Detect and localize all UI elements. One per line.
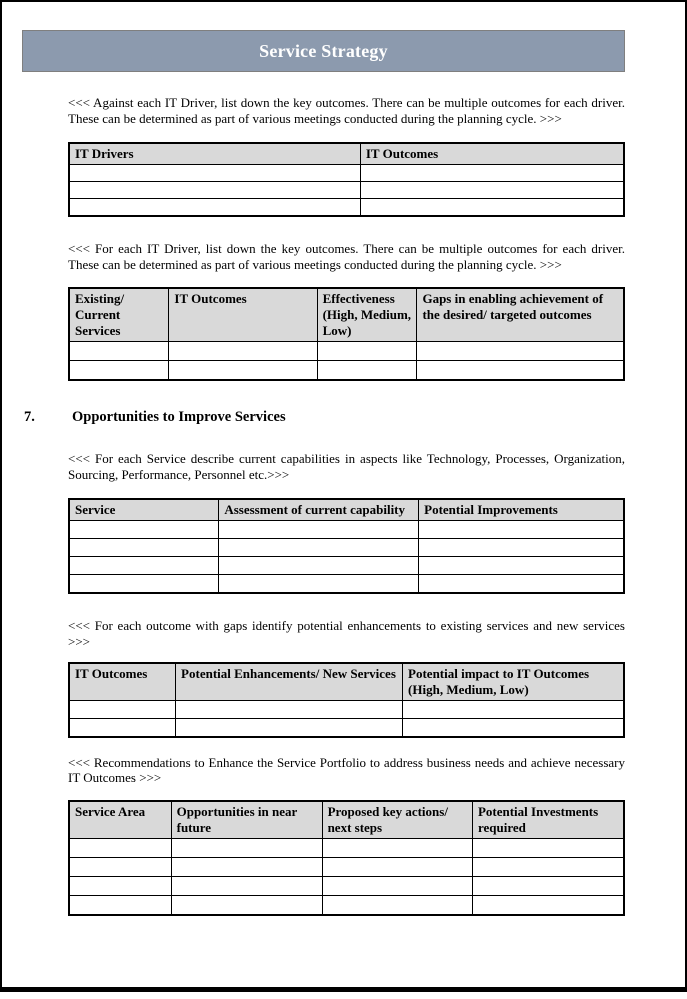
empty-cell[interactable]	[322, 896, 472, 916]
header-row	[69, 288, 624, 342]
empty-cell[interactable]	[69, 539, 219, 557]
empty-cell[interactable]	[69, 896, 171, 916]
empty-cell[interactable]	[171, 877, 322, 896]
empty-cell[interactable]	[472, 896, 624, 916]
page-title: Service Strategy	[259, 40, 388, 61]
empty-cell[interactable]	[317, 360, 417, 380]
section-heading	[24, 409, 685, 426]
section-title: Opportunities to Improve Services	[72, 408, 286, 425]
empty-cell[interactable]	[419, 557, 624, 575]
column-header: Assessment of current capability	[219, 499, 419, 521]
empty-cell[interactable]	[322, 858, 472, 877]
existing-services-effectiveness-table	[68, 287, 625, 381]
table-row	[69, 896, 624, 916]
empty-cell[interactable]	[171, 858, 322, 877]
header-row	[69, 801, 624, 839]
empty-cell[interactable]	[69, 341, 169, 360]
table-row	[69, 341, 624, 360]
table-row	[69, 539, 624, 557]
title-banner	[22, 30, 625, 72]
table-row	[69, 165, 624, 182]
table-row	[69, 575, 624, 594]
empty-cell[interactable]	[322, 839, 472, 858]
table-row	[69, 199, 624, 217]
column-header: Existing/ Current Services	[69, 288, 169, 342]
empty-cell[interactable]	[69, 199, 360, 217]
empty-cell[interactable]	[322, 877, 472, 896]
column-header: Potential Enhancements/ New Services	[176, 663, 403, 701]
empty-cell[interactable]	[360, 165, 624, 182]
empty-cell[interactable]	[169, 341, 317, 360]
instruction-paragraph-it-drivers: <<< Against each IT Driver, list down the key outcomes. There can be multiple outcomes for each driver. These can be determined as part of various meetings conducted during the planning cycle. >>>	[68, 95, 625, 126]
empty-cell[interactable]	[69, 360, 169, 380]
empty-cell[interactable]	[69, 521, 219, 539]
empty-cell[interactable]	[219, 575, 419, 594]
column-header: IT Drivers	[69, 143, 360, 165]
table-row	[69, 360, 624, 380]
empty-cell[interactable]	[69, 858, 171, 877]
service-area-recommendations-table	[68, 800, 625, 916]
section-number: 7.	[24, 408, 35, 425]
empty-cell[interactable]	[69, 839, 171, 858]
empty-cell[interactable]	[419, 521, 624, 539]
table-row	[69, 877, 624, 896]
empty-cell[interactable]	[69, 877, 171, 896]
empty-cell[interactable]	[69, 575, 219, 594]
table-row	[69, 718, 624, 737]
empty-cell[interactable]	[69, 718, 176, 737]
header-row	[69, 143, 624, 165]
empty-cell[interactable]	[171, 839, 322, 858]
column-header: Proposed key actions/ next steps	[322, 801, 472, 839]
instruction-paragraph-service-capabilities: <<< For each Service describe current capabilities in aspects like Technology, Processes, Organization, Sourcing, Performance, Personnel etc.>>>	[68, 450, 625, 482]
empty-cell[interactable]	[169, 360, 317, 380]
empty-cell[interactable]	[69, 165, 360, 182]
column-header: Service Area	[69, 801, 171, 839]
empty-cell[interactable]	[403, 718, 624, 737]
empty-cell[interactable]	[219, 539, 419, 557]
column-header: Service	[69, 499, 219, 521]
empty-cell[interactable]	[171, 896, 322, 916]
empty-cell[interactable]	[472, 858, 624, 877]
empty-cell[interactable]	[317, 341, 417, 360]
empty-cell[interactable]	[69, 557, 219, 575]
empty-cell[interactable]	[69, 700, 176, 718]
empty-cell[interactable]	[417, 360, 624, 380]
table-row	[69, 182, 624, 199]
empty-cell[interactable]	[176, 700, 403, 718]
instruction-paragraph-recommendations: <<< Recommendations to Enhance the Service Portfolio to address business needs and achieve necessary IT Outcomes >>>	[68, 754, 625, 786]
empty-cell[interactable]	[419, 575, 624, 594]
column-header: Effectiveness (High, Medium, Low)	[317, 288, 417, 342]
table-row	[69, 557, 624, 575]
empty-cell[interactable]	[417, 341, 624, 360]
it-drivers-outcomes-table	[68, 142, 625, 217]
outcome-enhancements-table	[68, 662, 625, 738]
column-header: Potential Investments required	[472, 801, 624, 839]
service-capability-assessment-table	[68, 498, 625, 594]
column-header: Gaps in enabling achievement of the desired/ targeted outcomes	[417, 288, 624, 342]
header-row	[69, 663, 624, 701]
empty-cell[interactable]	[69, 182, 360, 199]
table-row	[69, 521, 624, 539]
column-header: IT Outcomes	[69, 663, 176, 701]
empty-cell[interactable]	[219, 521, 419, 539]
header-row	[69, 499, 624, 521]
column-header: Potential impact to IT Outcomes (High, Medium, Low)	[403, 663, 624, 701]
table-row	[69, 700, 624, 718]
empty-cell[interactable]	[472, 839, 624, 858]
column-header: Opportunities in near future	[171, 801, 322, 839]
column-header: Potential Improvements	[419, 499, 624, 521]
table-row	[69, 858, 624, 877]
instruction-paragraph-outcome-gaps: <<< For each outcome with gaps identify potential enhancements to existing services and new services >>>	[68, 618, 625, 649]
empty-cell[interactable]	[360, 199, 624, 217]
empty-cell[interactable]	[472, 877, 624, 896]
empty-cell[interactable]	[360, 182, 624, 199]
table-row	[69, 839, 624, 858]
column-header: IT Outcomes	[360, 143, 624, 165]
column-header: IT Outcomes	[169, 288, 317, 342]
empty-cell[interactable]	[219, 557, 419, 575]
empty-cell[interactable]	[403, 700, 624, 718]
empty-cell[interactable]	[176, 718, 403, 737]
empty-cell[interactable]	[419, 539, 624, 557]
instruction-paragraph-each-driver: <<< For each IT Driver, list down the key outcomes. There can be multiple outcomes for each driver. These can be determined as part of various meetings conducted during the planning cycle. >>>	[68, 241, 625, 273]
